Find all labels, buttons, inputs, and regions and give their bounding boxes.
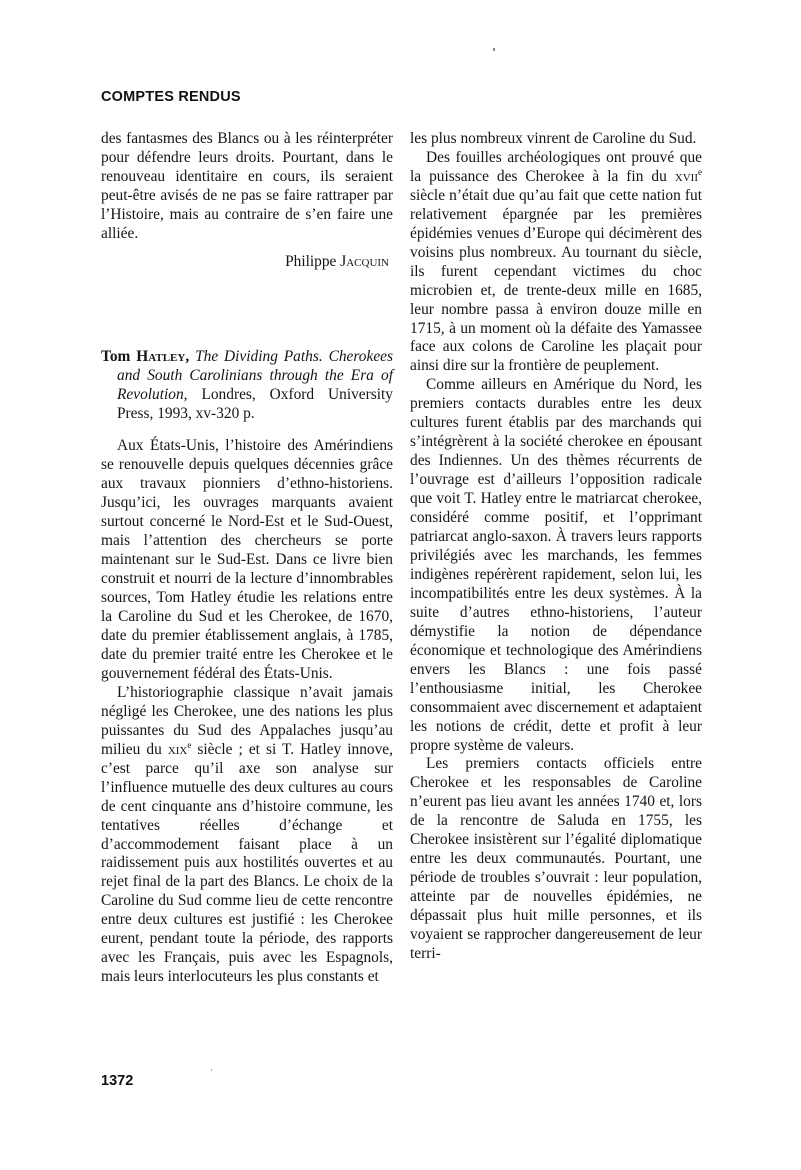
paragraph-text: siècle ; et si T. Hatley innove, c’est parce qu’il axe son analyse sur l’influence mutuelle des deux cultures au cours de cent cinquante ans d’histoire commune, les tentatives réelles d’échange et d’accommodement faisant place à un raidissement puis aux hostilités ouvertes et au rejet final de la part des Blancs. Le choix de la Caroline du Sud comme lieu de cette rencontre entre deux cultures est justifié : les Cherokee eurent, pendant toute la période, des rapports avec les Français, puis avec les Espagnols, mais leurs interlocuteurs les plus constants et <box>101 740 393 986</box>
page-number: 1372 <box>101 1073 134 1089</box>
paragraph-text: siècle n’était due qu’au fait que cette nation fut relativement épargnée par les premières épidémies venues d’Europe qui décimèrent des voisins plus nombreux. Au tournant du siècle, ils furent cependant victimes du choc microbien et, de trente-deux mille en 1685, leur nombre passa à environ douze mille en 1715, à un moment où la défaite des Yamassee face aux colons de Caroline les plaçait pour ainsi dire sur la frontière de peuplement. <box>410 186 702 375</box>
body-paragraph: Aux États-Unis, l’histoire des Amérindiens se renouvelle depuis quelques décennies grâce aux travaux pionniers d’ethno-historiens. Jusqu’ici, les ouvrages marquants avaient surtout concerné le Nord-Est et le Sud-Ouest, mais l’attention des chercheurs se porte maintenant sur le Sud-Est. Dans ce livre bien construit et nourri de la lecture d’innombrables sources, Tom Hatley étudie les relations entre la Caroline du Sud et les Cherokee, de 1670, date du premier établissement anglais, à 1785, date du premier traité entre les Cherokee et le gouvernement fédéral des États-Unis. <box>101 437 393 682</box>
entry-publication: Londres, Oxford University Press, 1993, xv-320 p. <box>117 385 393 422</box>
running-head: COMPTES RENDUS <box>101 89 241 105</box>
signature-first-name: Philippe <box>285 252 337 270</box>
paragraph-text: Des fouilles archéologiques ont prouvé que la puissance des Cherokee à la fin du <box>410 148 702 185</box>
signature-last-name: Jacquin <box>340 252 389 270</box>
entry-book-title: The Dividing Paths. Cherokees and South Carolinians through the Era of Revolution, <box>117 347 393 403</box>
century-numeral: xix <box>167 740 188 758</box>
body-paragraph: Comme ailleurs en Amérique du Nord, les premiers contacts durables entre les deux cultures furent établis par des marchands qui s’intégrèrent à la société cherokee en épousant des Indiennes. Un des thèmes récurrents de l’ouvrage est d’ailleurs l’opposition radicale que voit T. Hatley entre le matriarcat cherokee, considéré comme positif, et l’opprimant patriarcat anglo-saxon. À travers leurs rapports privilégiés avec les marchands, les femmes indigènes repérèrent rapidement, selon lui, les incompatibilités entre les deux systèmes. À la suite d’autres ethno-historiens, l’auteur démystifie la notion de dépendance économique et technologique des Amérindiens envers les Blancs : une fois passé l’enthousiasme initial, les Cherokee consommaient avec discernement et adaptaient les notions de crédit, dette et profit à leur propre système de valeurs. <box>410 376 702 754</box>
review-entry-heading <box>101 348 393 424</box>
century-numeral: xvii <box>674 167 698 185</box>
scan-speck <box>493 48 495 51</box>
entry-author-first: Tom <box>101 347 131 365</box>
review-signature <box>101 253 393 272</box>
entry-author-last: Hatley, <box>136 347 190 365</box>
right-column <box>410 130 702 964</box>
paragraph-text: L’historiographie classique n’avait jamais négligé les Cherokee, une des nations les plus puissantes du Sud des Appalaches jusqu’au milieu du <box>101 683 393 758</box>
continuation-paragraph: les plus nombreux vinrent de Caroline du Sud. <box>410 130 697 147</box>
body-paragraph <box>101 684 393 987</box>
continuation-paragraph: des fantasmes des Blancs ou à les réinterpréter pour défendre leurs droits. Pourtant, dans le renouveau identitaire en cours, ils seraient peut-être avisés de ne pas se faire rattraper par l’Histoire, mais au contraire de s’en faire une alliée. <box>101 130 393 242</box>
spacer <box>101 423 393 437</box>
body-paragraph: Les premiers contacts officiels entre Cherokee et les responsables de Caroline n’eurent pas lieu avant les années 1740 et, lors de la rencontre de Saluda en 1755, les Cherokee insistèrent sur l’égalité diplomatique entre les deux communautés. Pourtant, une période de troubles s’ouvrait : leur population, atteinte par de nouvelles épidémies, ne dépassait plus huit mille personnes, et ils voyaient se rapprocher dangereusement de leur terri- <box>410 755 702 962</box>
century-superscript: e <box>698 166 702 177</box>
scan-speck <box>211 1069 212 1071</box>
left-column <box>101 130 393 987</box>
body-paragraph <box>410 149 702 376</box>
century-superscript: e <box>187 739 192 750</box>
